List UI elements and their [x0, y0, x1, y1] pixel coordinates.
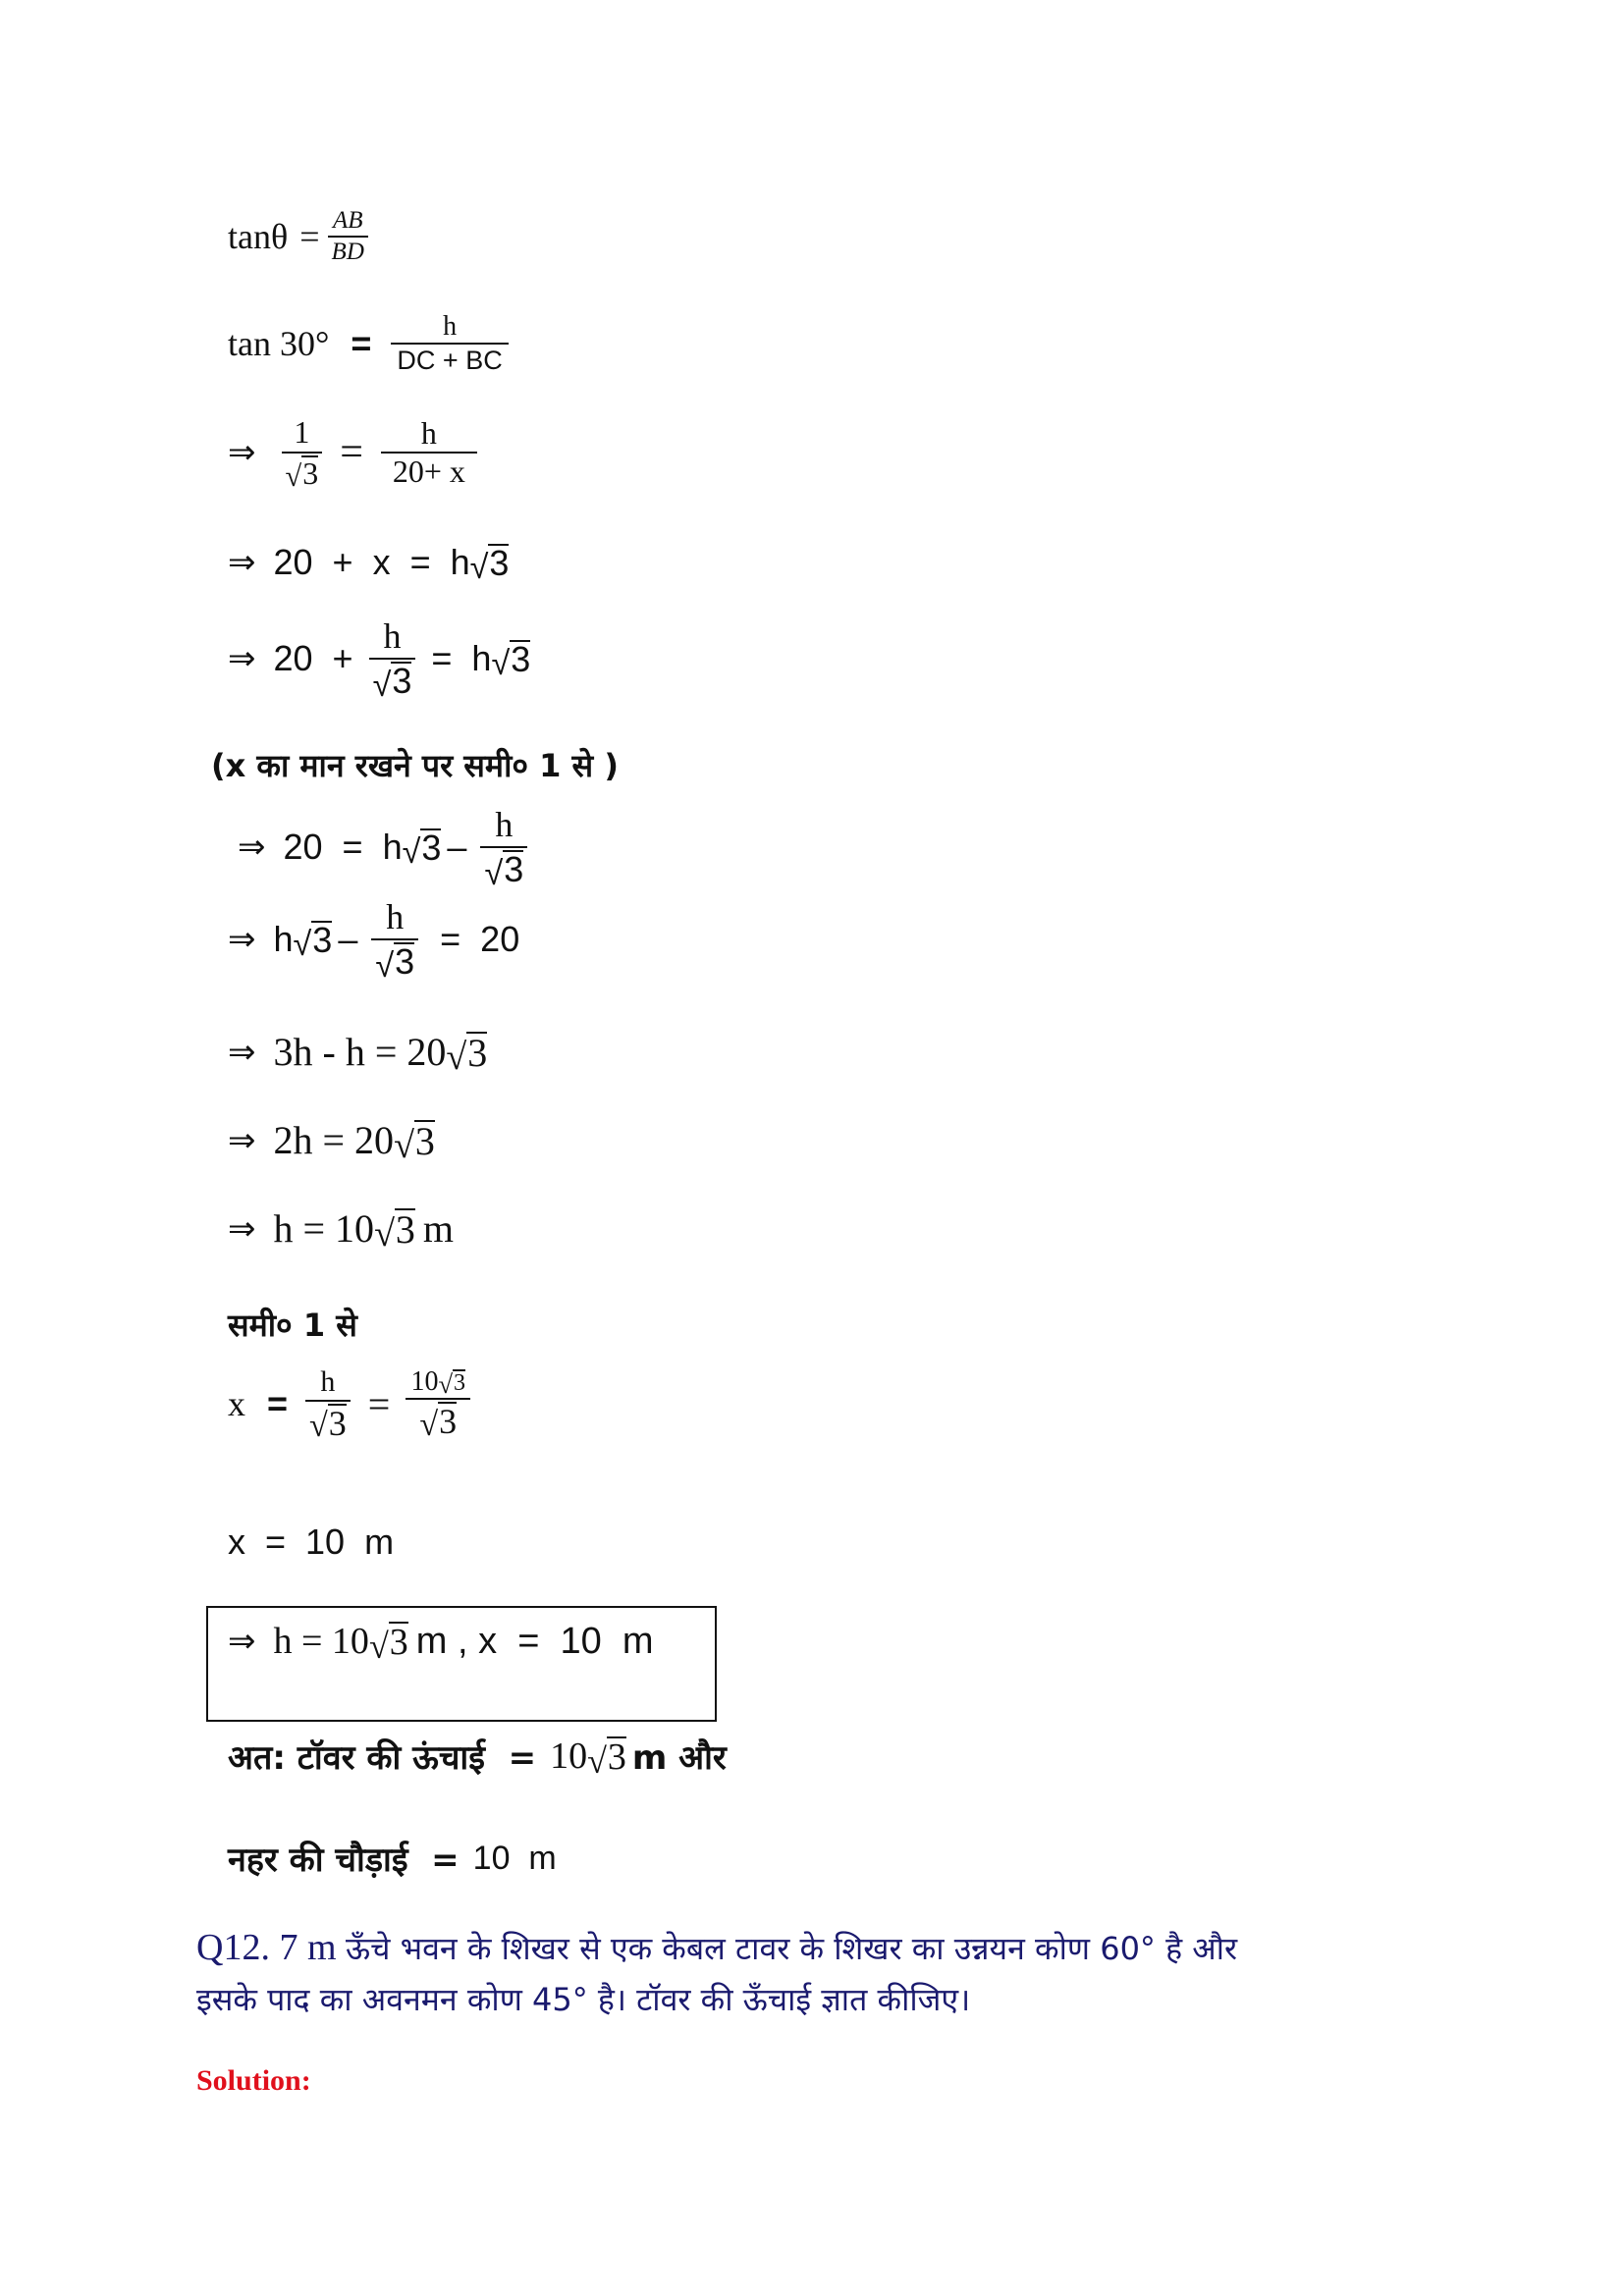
- equation-step-11: x = h √ 3 = 10 √ 3 √ 3: [228, 1366, 478, 1441]
- boxed-result: ⇒ h = 10 √ 3 m , x = 10 m: [228, 1620, 654, 1666]
- question-line-1: Q12. 7 m ऊँचे भवन के शिखर से एक केबल टावर के शिखर का उन्नयन कोण 60° है और: [196, 1927, 1238, 1968]
- fraction: 1 √ 3: [282, 416, 323, 490]
- implies-icon: ⇒: [228, 1120, 256, 1160]
- fraction: $\frac{h}{DC + BC}$: [391, 312, 508, 375]
- equation-step-5: ⇒ 20 + h √ 3 = h √ 3: [228, 616, 531, 704]
- equation-tan-theta: [228, 208, 376, 266]
- question-number: Q12. 7 m: [196, 1927, 337, 1968]
- fraction: 10 √ 3 √ 3: [406, 1367, 470, 1440]
- implies-icon: ⇒: [228, 1032, 256, 1072]
- equation-step-7: ⇒ h √ 3 – h √ 3 = 20: [228, 897, 520, 985]
- solution-label: Solution:: [196, 2064, 311, 2097]
- implies-icon: ⇒: [228, 433, 256, 473]
- implies-icon: ⇒: [228, 543, 256, 582]
- question-line-2: इसके पाद का अवनमन कोण 45° है। टॉवर की ऊँचाई ज्ञात कीजिए।: [196, 1981, 971, 2018]
- equation-step-8: ⇒ 3h - h = 20 √ 3: [228, 1030, 488, 1078]
- question-12: [196, 1922, 1473, 2025]
- conclusion-tower-height: अत: टॉवर की ऊंचाई = 10 √ 3 m और: [228, 1735, 727, 1781]
- fraction: h √ 3: [369, 618, 416, 699]
- implies-icon: ⇒: [228, 1208, 256, 1249]
- from-equation-1-label: समी० 1 से: [228, 1307, 357, 1344]
- sqrt-icon: √: [368, 1626, 389, 1666]
- sqrt-icon: √: [374, 1212, 395, 1255]
- lhs: tanθ: [228, 217, 289, 257]
- equation-step-3: ⇒ 1 √ 3 = $\frac{h}{20+ x}$: [228, 416, 485, 490]
- implies-icon: ⇒: [228, 920, 256, 960]
- sqrt-icon: √: [394, 1124, 414, 1166]
- sqrt-icon: √: [491, 644, 511, 682]
- implies-icon: ⇒: [228, 1622, 256, 1661]
- sqrt-icon: √: [587, 1740, 607, 1781]
- sqrt-icon: √: [402, 832, 421, 871]
- substitution-note: (x का मान रखने पर समी० 1 से ): [211, 747, 619, 784]
- equation-step-12: x = 10 m: [228, 1522, 395, 1562]
- implies-icon: ⇒: [238, 828, 266, 868]
- equals: =: [299, 217, 320, 257]
- equation-step-6: ⇒ 20 = h √ 3 – h √ 3: [238, 807, 535, 887]
- equation-step-10: ⇒ h = 10 √ 3 m: [228, 1206, 455, 1255]
- sqrt-icon: √: [285, 459, 302, 494]
- fraction: h √ 3: [305, 1366, 351, 1441]
- fraction: $\frac{AB}{BD}$: [328, 208, 368, 266]
- fraction: h √ 3: [480, 807, 527, 887]
- sqrt-icon: √: [293, 925, 312, 963]
- equation-tan-30: tan 30° = $\frac{h}{DC + BC}$: [228, 312, 516, 375]
- equation-step-4: ⇒ 20 + x = h √ 3: [228, 542, 510, 586]
- equation-step-9: ⇒ 2h = 20 √ 3: [228, 1118, 435, 1166]
- fraction: h √ 3: [371, 899, 418, 980]
- sqrt-icon: √: [469, 548, 489, 586]
- sqrt-icon: √: [446, 1036, 467, 1078]
- conclusion-canal-width: नहर की चौड़ाई = 10 m: [228, 1839, 557, 1880]
- implies-icon: ⇒: [228, 639, 256, 679]
- fraction: $\frac{h}{20+ x}$: [381, 417, 477, 489]
